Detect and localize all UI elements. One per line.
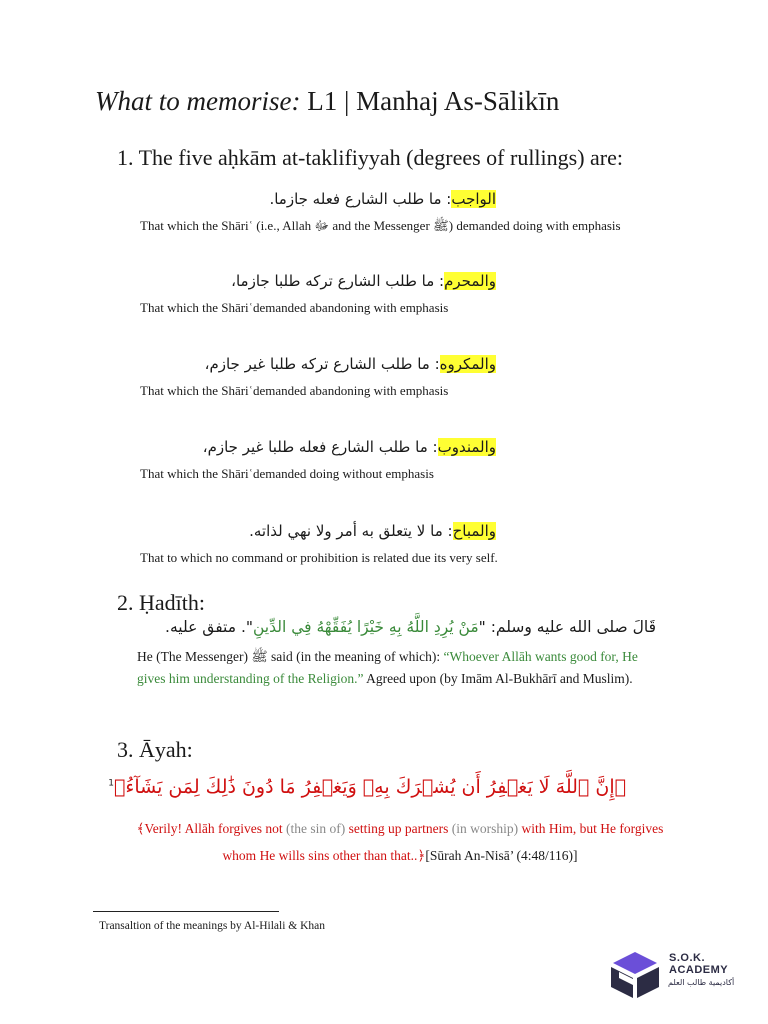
ruling-definition: : ما طلب الشارع تركه طلبا غير جازم، xyxy=(204,355,440,373)
ruling-definition: : ما طلب الشارع فعله طلبا غير جازم، xyxy=(202,438,438,456)
footnote-marker: 1 xyxy=(108,778,114,789)
footnote-text: Transaltion of the meanings by Al-Hilali & Khan xyxy=(99,920,326,932)
ruling-wajib-english: That which the Shāriʿ (i.e., Allah ﷻ and the Messenger ﷺ) demanded doing with emphasis xyxy=(140,218,621,233)
ruling-term: والمكروه xyxy=(439,355,496,373)
ayah-english-part: (the sin of) xyxy=(286,821,346,836)
ruling-muharram-english: That which the Shāriʿdemanded abandoning with emphasis xyxy=(140,300,449,315)
ruling-mandub-arabic xyxy=(203,438,496,456)
hadith-english xyxy=(137,646,642,690)
ruling-mubah-arabic xyxy=(249,522,496,540)
ayah-arabic-text: ﴿إِنَّ ٱللَّهَ لَا يَغۡفِرُ أَن يُشۡرَكَ بِهِۦ وَيَغۡفِرُ مَا دُونَ ذَٰلِكَ لِمَن يَشَآءُ﴾ xyxy=(114,776,626,798)
hadith-arabic-end: ". متفق عليه. xyxy=(165,618,253,636)
hadith-english-start: He (The Messenger) ﷺ said (in the meaning of which): xyxy=(137,649,444,664)
ayah-english-part: ﴾Verily! Allāh forgives not xyxy=(136,821,287,836)
ruling-makruh-english: That which the Shāriʿdemanded abandoning with emphasis xyxy=(140,383,449,398)
ruling-definition: : ما طلب الشارع فعله جازما. xyxy=(269,190,452,208)
ruling-term: والمباح xyxy=(452,522,496,540)
ruling-wajib-arabic xyxy=(269,190,496,208)
logo-line2: ACADEMY xyxy=(669,964,729,976)
ayah-reference: [Sūrah An-Nisā’ (4:48/116)] xyxy=(425,848,578,863)
hadith-arabic-start: قَالَ صلى الله عليه وسلم: " xyxy=(478,618,656,636)
ayah-english xyxy=(120,815,680,869)
page-title xyxy=(95,86,559,117)
logo-arabic: أكاديمية طالب العلم xyxy=(668,978,735,987)
ruling-mubah-english: That to which no command or prohibition is related due its very self. xyxy=(140,550,498,565)
ruling-definition: : ما لا يتعلق به أمر ولا نهي لذاته. xyxy=(249,522,453,540)
ayah-english-part: setting up partners xyxy=(345,821,452,836)
hadith-arabic xyxy=(165,618,656,636)
hadith-arabic-text: مَنْ يُرِدِ اللَّهُ بِهِ خَيْرًا يُفَقِّهْهُ فِي الدِّينِ xyxy=(253,618,479,636)
ruling-mandub-english: That which the Shāriʿdemanded doing without emphasis xyxy=(140,466,434,481)
ayah-arabic xyxy=(108,776,626,798)
footnote-divider xyxy=(93,911,279,912)
section2-heading: 2. Ḥadīth: xyxy=(117,590,205,615)
ruling-term: والمحرم xyxy=(444,272,496,290)
ruling-term: الواجب xyxy=(451,190,496,208)
section3-heading: 3. Āyah: xyxy=(117,737,193,762)
ruling-definition: : ما طلب الشارع تركه طلبا جازما، xyxy=(231,272,445,290)
section1-heading: 1. The five aḥkām at-taklifiyyah (degrees of rullings) are: xyxy=(117,145,624,170)
sok-academy-logo-icon xyxy=(607,950,663,1000)
ruling-makruh-arabic xyxy=(205,355,496,373)
ayah-english-part: with Him, but He forgives whom He wills sins other than that..﴿ xyxy=(222,821,664,863)
ruling-term: والمندوب xyxy=(437,438,496,456)
hadith-english-quote: “Whoever Allāh wants good for, He gives him understanding of the Religion.” xyxy=(137,649,638,686)
title-rest: L1 | Manhaj As-Sālikīn xyxy=(300,86,560,116)
hadith-english-end: Agreed upon (by Imām Al-Bukhārī and Muslim). xyxy=(363,671,633,686)
logo-line1: S.O.K. xyxy=(669,952,706,964)
logo-wordmark xyxy=(669,952,728,976)
title-italic: What to memorise: xyxy=(95,86,301,116)
ayah-english-part: (in worship) xyxy=(451,821,519,836)
ruling-muharram-arabic xyxy=(231,272,496,290)
